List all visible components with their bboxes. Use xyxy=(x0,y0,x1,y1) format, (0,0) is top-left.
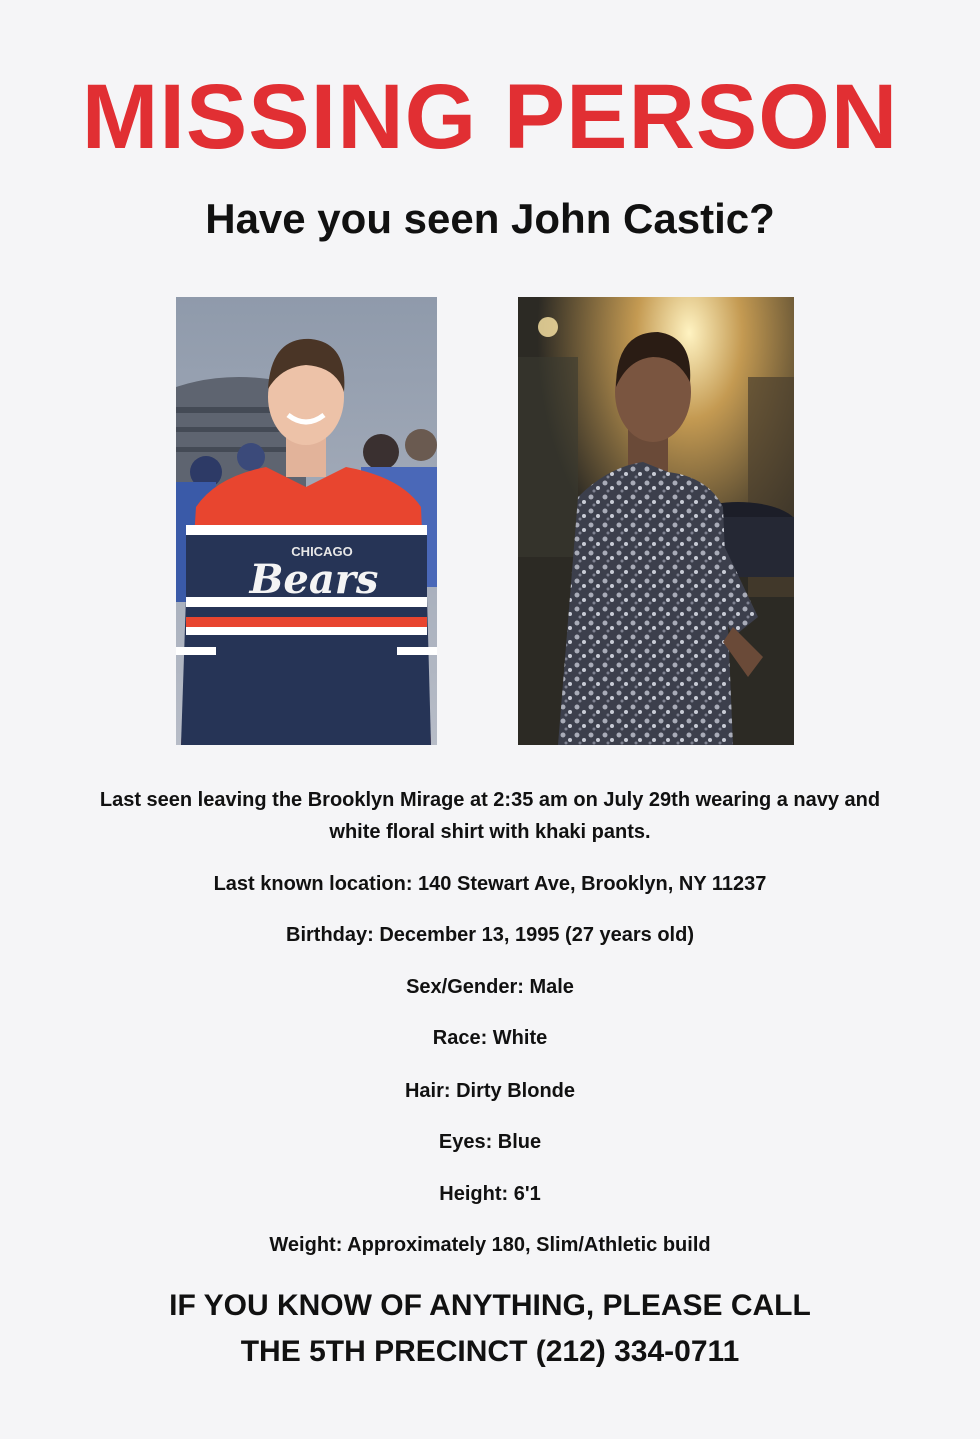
cta-line-2: THE 5TH PRECINCT (212) 334-0711 xyxy=(240,1335,740,1368)
last-seen-description xyxy=(0,784,980,848)
call-to-action xyxy=(0,1283,980,1375)
shirt-text-chicago: CHICAGO xyxy=(291,544,353,559)
detail-birthday: Birthday: December 13, 1995 (27 years old) xyxy=(286,924,694,946)
photo-bears-hoodie xyxy=(176,297,437,745)
description-line-1: Last seen leaving the Brooklyn Mirage at 2:35 am on July 29th wearing a navy and xyxy=(99,789,881,811)
shirt-text-bears: Bears xyxy=(249,556,379,603)
detail-weight: Weight: Approximately 180, Slim/Athletic build xyxy=(269,1234,711,1256)
description-line-2: white floral shirt with khaki pants. xyxy=(329,821,651,843)
photo-floral-shirt xyxy=(518,297,794,745)
detail-race: Race: White xyxy=(432,1027,548,1049)
poster-title: MISSING PERSON xyxy=(81,66,899,168)
cta-line-1: IF YOU KNOW OF ANYTHING, PLEASE CALL xyxy=(169,1289,811,1322)
detail-sex: Sex/Gender: Male xyxy=(406,976,574,998)
detail-hair: Hair: Dirty Blonde xyxy=(404,1080,576,1102)
detail-location: Last known location: 140 Stewart Ave, Brooklyn, NY 11237 xyxy=(213,873,767,895)
poster-subtitle: Have you seen John Castic? xyxy=(205,195,775,242)
detail-height: Height: 6'1 xyxy=(439,1183,541,1205)
detail-eyes: Eyes: Blue xyxy=(438,1131,542,1153)
